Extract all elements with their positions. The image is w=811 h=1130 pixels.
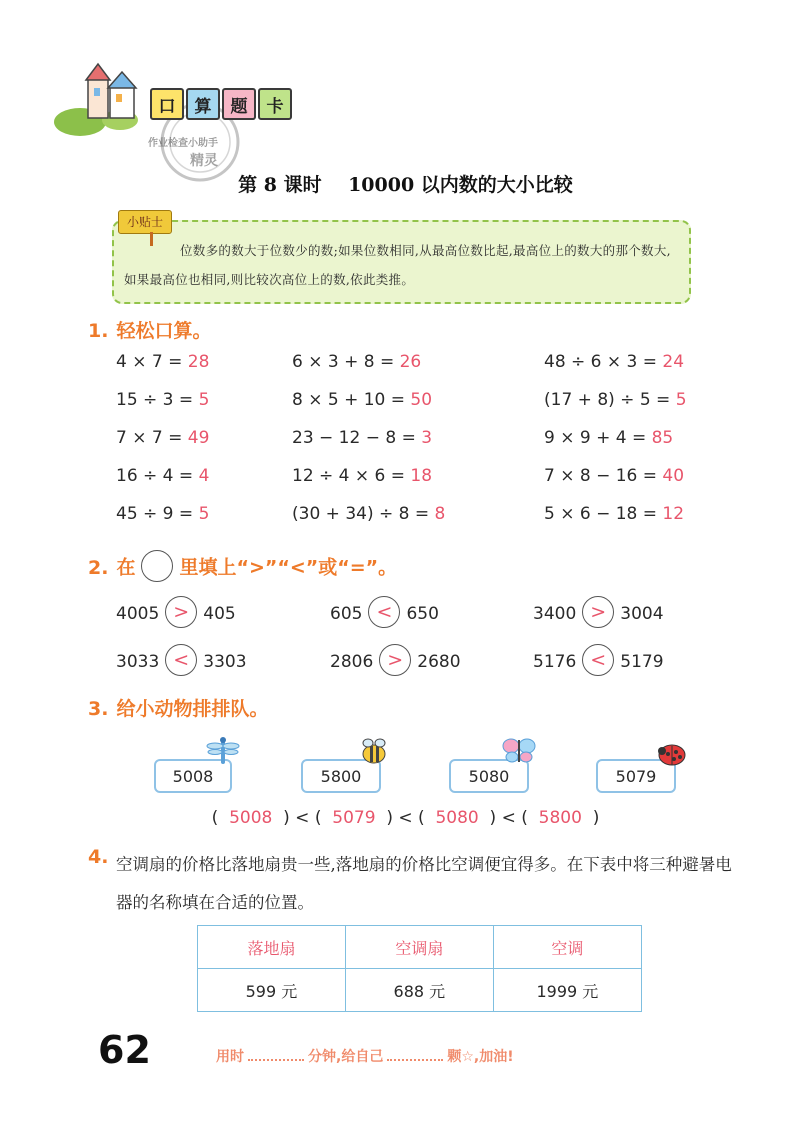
compare-left: 2806 bbox=[330, 652, 374, 672]
q4-text: 空调扇的价格比落地扇贵一些,落地扇的价格比空调便宜得多。在下表中将三种避暑电器的名称填在合适的位置。 bbox=[116, 855, 732, 912]
calc-item bbox=[544, 390, 687, 410]
price-cell-2: 688 元 bbox=[345, 969, 493, 1012]
card-value: 5079 bbox=[615, 766, 657, 786]
calc-expression: 4 × 7 = bbox=[116, 352, 188, 372]
calc-item bbox=[292, 352, 421, 372]
order-4: 5800 bbox=[538, 808, 582, 828]
calc-answer: 4 bbox=[198, 466, 210, 486]
q1-heading bbox=[88, 316, 211, 343]
calc-item bbox=[544, 428, 673, 448]
tip-tag: 小贴士 bbox=[118, 210, 172, 234]
calc-item bbox=[116, 390, 209, 410]
compare-right: 5179 bbox=[620, 652, 664, 672]
tip-text: 位数多的数大于位数少的数;如果位数相同,从最高位数比起,最高位上的数大的那个数大,如果最高位也相同,则比较次高位上的数,依此类推。 bbox=[124, 243, 671, 287]
calc-item bbox=[116, 466, 209, 486]
banner-word-4: 卡 bbox=[258, 88, 292, 120]
calc-expression: (30 + 34) ÷ 8 = bbox=[292, 504, 435, 524]
seal-text: 作业检查小助手 bbox=[148, 138, 218, 149]
calc-item bbox=[544, 504, 684, 524]
header-cell-2: 空调扇 bbox=[345, 926, 493, 969]
calc-expression: 45 ÷ 9 = bbox=[116, 504, 199, 524]
footer-note bbox=[216, 1046, 514, 1066]
q2-number: 2. bbox=[88, 556, 109, 579]
stars-blank bbox=[387, 1059, 443, 1061]
calc-item bbox=[544, 466, 684, 486]
footer-stars-cheer: 颗☆,加油! bbox=[447, 1049, 514, 1065]
order-1: 5008 bbox=[229, 808, 273, 828]
calc-answer: 5 bbox=[198, 390, 210, 410]
compare-right: 405 bbox=[203, 604, 236, 624]
order-answer-line: ( 5008 ) < ( 5079 ) < ( 5080 ) < ( 5800 ) bbox=[211, 808, 600, 828]
calc-expression: 16 ÷ 4 = bbox=[116, 466, 199, 486]
compare-right: 3004 bbox=[620, 604, 664, 624]
compare-item bbox=[330, 644, 461, 680]
blank-circle-icon bbox=[141, 550, 173, 582]
calc-expression: 8 × 5 + 10 = bbox=[292, 390, 411, 410]
calc-expression: 23 − 12 − 8 = bbox=[292, 428, 422, 448]
q2-heading bbox=[88, 550, 397, 586]
calc-item bbox=[116, 504, 209, 524]
banner-word-2: 算 bbox=[186, 88, 220, 120]
butterfly-icon bbox=[502, 736, 536, 766]
calc-answer: 85 bbox=[651, 428, 674, 448]
calc-expression: 48 ÷ 6 × 3 = bbox=[544, 352, 663, 372]
calc-answer: 40 bbox=[662, 466, 685, 486]
compare-sign: < bbox=[165, 644, 197, 676]
dragonfly-icon bbox=[206, 736, 240, 766]
order-3: 5080 bbox=[435, 808, 479, 828]
banner-word-3: 题 bbox=[222, 88, 256, 120]
compare-right: 650 bbox=[406, 604, 439, 624]
price-table bbox=[197, 925, 642, 1012]
card-value: 5800 bbox=[320, 766, 362, 786]
calc-expression: 7 × 7 = bbox=[116, 428, 188, 448]
calc-item bbox=[116, 428, 209, 448]
calc-answer: 3 bbox=[421, 428, 433, 448]
page-number: 62 bbox=[98, 1028, 151, 1072]
compare-sign: < bbox=[368, 596, 400, 628]
bee-icon bbox=[358, 736, 390, 766]
compare-left: 4005 bbox=[116, 604, 160, 624]
q3-heading bbox=[88, 694, 268, 721]
q4-number: 4. bbox=[88, 846, 109, 868]
calc-expression: 7 × 8 − 16 = bbox=[544, 466, 663, 486]
q3-title: 给小动物排排队。 bbox=[116, 698, 269, 720]
compare-sign: > bbox=[165, 596, 197, 628]
calc-item bbox=[544, 352, 684, 372]
price-cell-3: 1999 元 bbox=[493, 969, 641, 1012]
footer-used-time: 用时 bbox=[216, 1049, 244, 1065]
compare-left: 605 bbox=[330, 604, 363, 624]
q1-number: 1. bbox=[88, 320, 109, 342]
banner-word-1: 口 bbox=[150, 88, 184, 120]
calc-expression: 12 ÷ 4 × 6 = bbox=[292, 466, 411, 486]
calc-answer: 24 bbox=[662, 352, 685, 372]
calc-answer: 18 bbox=[410, 466, 433, 486]
q1-title: 轻松口算。 bbox=[116, 320, 212, 342]
card-value: 5080 bbox=[468, 766, 510, 786]
compare-left: 3400 bbox=[533, 604, 577, 624]
calc-item bbox=[292, 390, 432, 410]
calc-answer: 8 bbox=[434, 504, 446, 524]
compare-item bbox=[116, 644, 247, 680]
calc-answer: 50 bbox=[410, 390, 433, 410]
compare-left: 3033 bbox=[116, 652, 160, 672]
q2-title-post: 里填上“>”“<”或“=”。 bbox=[179, 556, 398, 579]
calc-item bbox=[116, 352, 209, 372]
calc-item bbox=[292, 466, 432, 486]
calc-answer: 49 bbox=[187, 428, 210, 448]
calc-item bbox=[292, 504, 445, 524]
calc-expression: (17 + 8) ÷ 5 = bbox=[544, 390, 676, 410]
q3-number: 3. bbox=[88, 698, 109, 720]
compare-item bbox=[116, 596, 236, 632]
compare-left: 5176 bbox=[533, 652, 577, 672]
calc-answer: 5 bbox=[675, 390, 687, 410]
calc-expression: 15 ÷ 3 = bbox=[116, 390, 199, 410]
order-2: 5079 bbox=[332, 808, 376, 828]
compare-item bbox=[533, 596, 664, 632]
compare-sign: > bbox=[379, 644, 411, 676]
lesson-title: 第 8 课时 10000 以内数的大小比较 bbox=[238, 174, 573, 196]
calc-expression: 5 × 6 − 18 = bbox=[544, 504, 663, 524]
footer-minutes-self: 分钟,给自己 bbox=[308, 1049, 384, 1065]
seal-subtext: 精灵 bbox=[190, 153, 218, 169]
calc-answer: 12 bbox=[662, 504, 685, 524]
q2-title-pre: 在 bbox=[116, 556, 136, 579]
minutes-blank bbox=[248, 1059, 304, 1061]
ladybug-icon bbox=[656, 740, 688, 766]
calc-answer: 26 bbox=[399, 352, 422, 372]
price-cell-1: 599 元 bbox=[198, 969, 346, 1012]
compare-sign: < bbox=[582, 644, 614, 676]
card-value: 5008 bbox=[172, 766, 214, 786]
compare-right: 3303 bbox=[203, 652, 247, 672]
calc-answer: 5 bbox=[198, 504, 210, 524]
compare-right: 2680 bbox=[417, 652, 461, 672]
header-cell-3: 空调 bbox=[493, 926, 641, 969]
compare-item bbox=[533, 644, 664, 680]
compare-item bbox=[330, 596, 439, 632]
calc-expression: 6 × 3 + 8 = bbox=[292, 352, 400, 372]
header-cell-1: 落地扇 bbox=[198, 926, 346, 969]
calc-expression: 9 × 9 + 4 = bbox=[544, 428, 652, 448]
calc-answer: 28 bbox=[187, 352, 210, 372]
compare-sign: > bbox=[582, 596, 614, 628]
calc-item bbox=[292, 428, 432, 448]
